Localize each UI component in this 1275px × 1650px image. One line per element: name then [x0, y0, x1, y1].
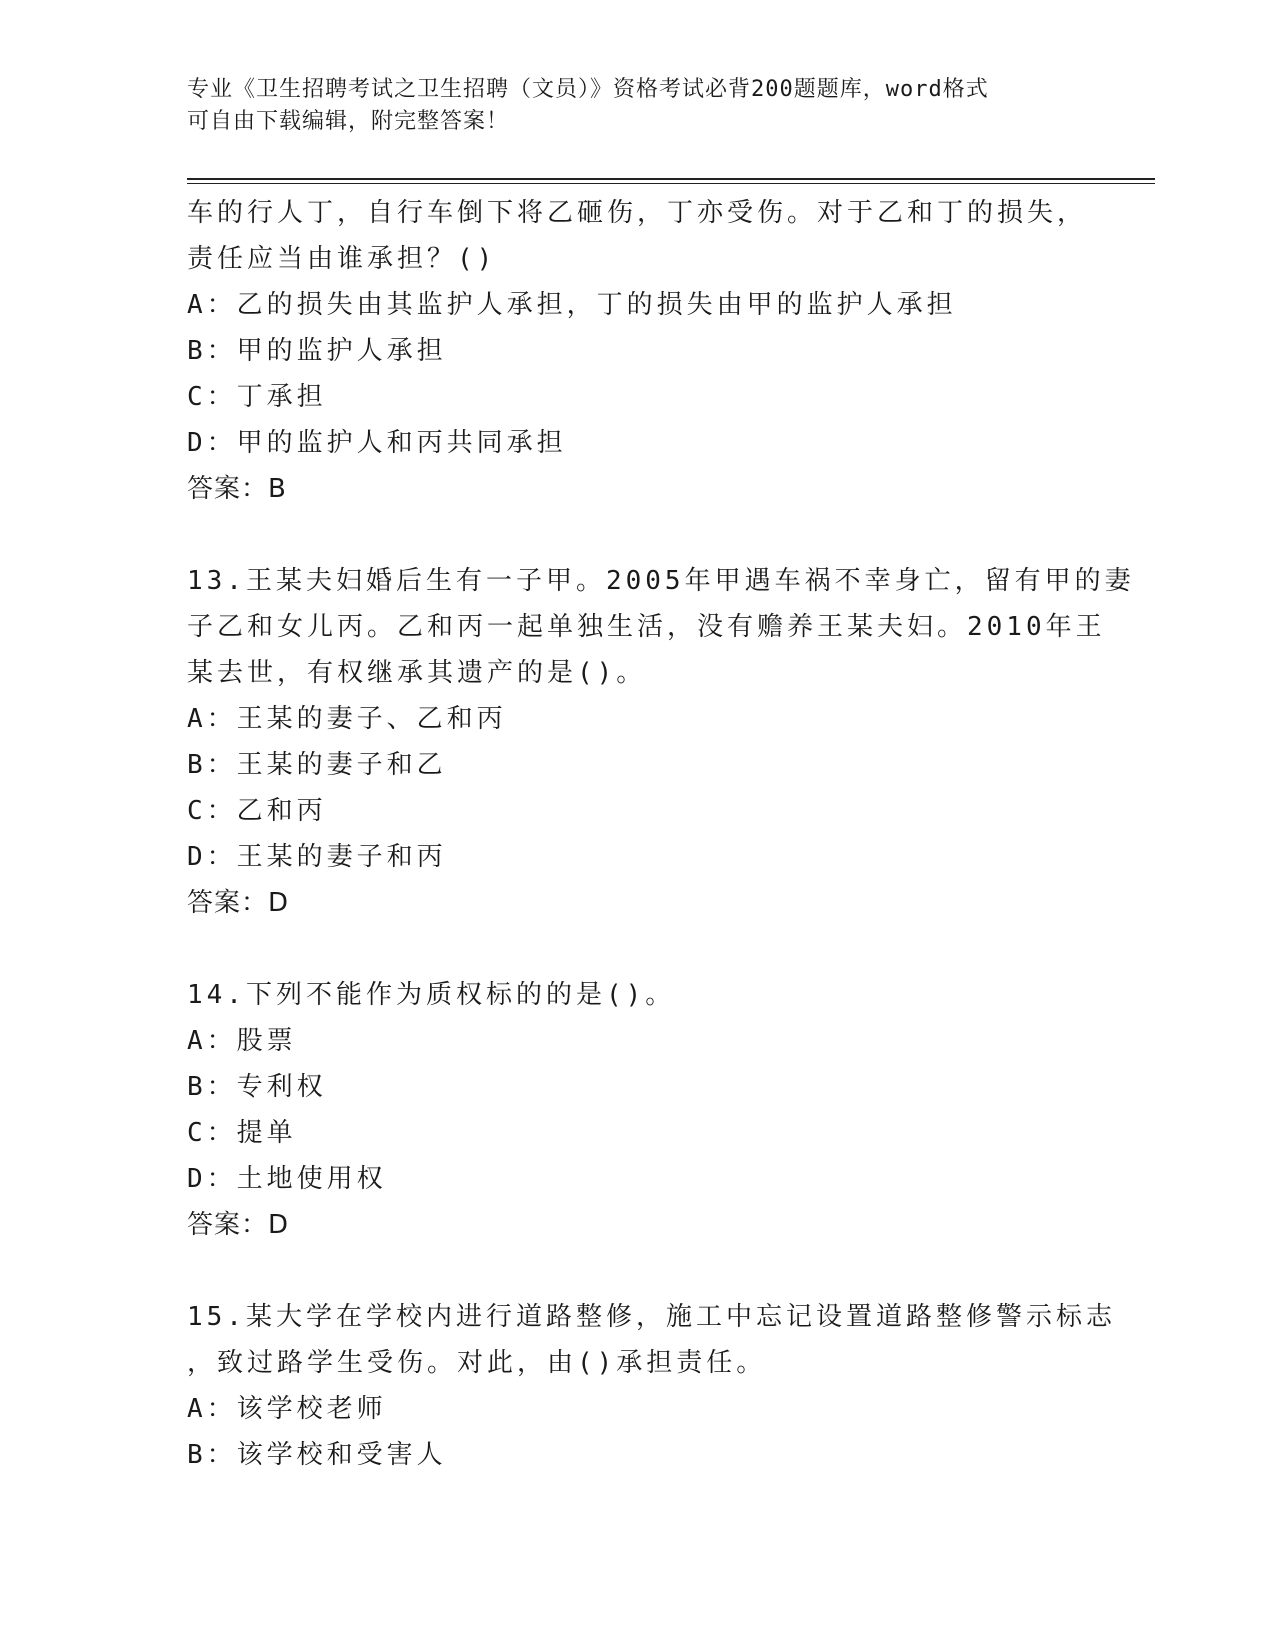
- header-line-1: 专业《卫生招聘考试之卫生招聘（文员）》资格考试必背200题题库，word格式: [187, 77, 989, 102]
- answer-line: 答案：D: [187, 1210, 290, 1240]
- option-d: D：甲的监护人和丙共同承担: [187, 428, 567, 458]
- spacer: [187, 1248, 1087, 1294]
- option-c: C：提单: [187, 1118, 297, 1148]
- question-text-line: 14.下列不能作为质权标的的是()。: [187, 980, 676, 1010]
- header-divider-thick: [187, 178, 1155, 180]
- answer-line: 答案：B: [187, 474, 287, 504]
- option-c: C：丁承担: [187, 382, 327, 412]
- question-text-line: 车的行人丁，自行车倒下将乙砸伤，丁亦受伤。对于乙和丁的损失，: [187, 198, 1088, 228]
- document-header: [187, 74, 1087, 138]
- question-14: [187, 972, 1087, 1248]
- header-divider-thin: [187, 183, 1155, 184]
- question-text-line: 15.某大学在学校内进行道路整修，施工中忘记设置道路整修警示标志: [187, 1302, 1116, 1332]
- document-body: [187, 190, 1135, 1478]
- option-a: A：王某的妻子、乙和丙: [187, 704, 507, 734]
- option-b: B：专利权: [187, 1072, 327, 1102]
- option-b: B：甲的监护人承担: [187, 336, 447, 366]
- question-text-line: ，致过路学生受伤。对此，由()承担责任。: [187, 1348, 767, 1378]
- question-text-line: 13.王某夫妇婚后生有一子甲。2005年甲遇车祸不幸身亡，留有甲的妻: [187, 566, 1135, 596]
- question-text-line: 责任应当由谁承担？(): [187, 244, 497, 274]
- header-line-2: 可自由下载编辑，附完整答案！: [187, 109, 510, 134]
- question-12-continuation: [187, 190, 1087, 512]
- option-b: B：该学校和受害人: [187, 1440, 447, 1470]
- question-text-line: 某去世，有权继承其遗产的是()。: [187, 658, 647, 688]
- question-15: [187, 1294, 1116, 1478]
- option-d: D：王某的妻子和丙: [187, 842, 447, 872]
- spacer: [187, 512, 1087, 558]
- option-c: C：乙和丙: [187, 796, 327, 826]
- option-b: B：王某的妻子和乙: [187, 750, 447, 780]
- question-text-line: 子乙和女儿丙。乙和丙一起单独生活，没有赡养王某夫妇。2010年王: [187, 612, 1106, 642]
- question-13: [187, 558, 1135, 926]
- option-a: A：乙的损失由其监护人承担，丁的损失由甲的监护人承担: [187, 290, 957, 320]
- answer-line: 答案：D: [187, 888, 290, 918]
- option-a: A：该学校老师: [187, 1394, 387, 1424]
- option-d: D：土地使用权: [187, 1164, 387, 1194]
- spacer: [187, 926, 1087, 972]
- option-a: A：股票: [187, 1026, 297, 1056]
